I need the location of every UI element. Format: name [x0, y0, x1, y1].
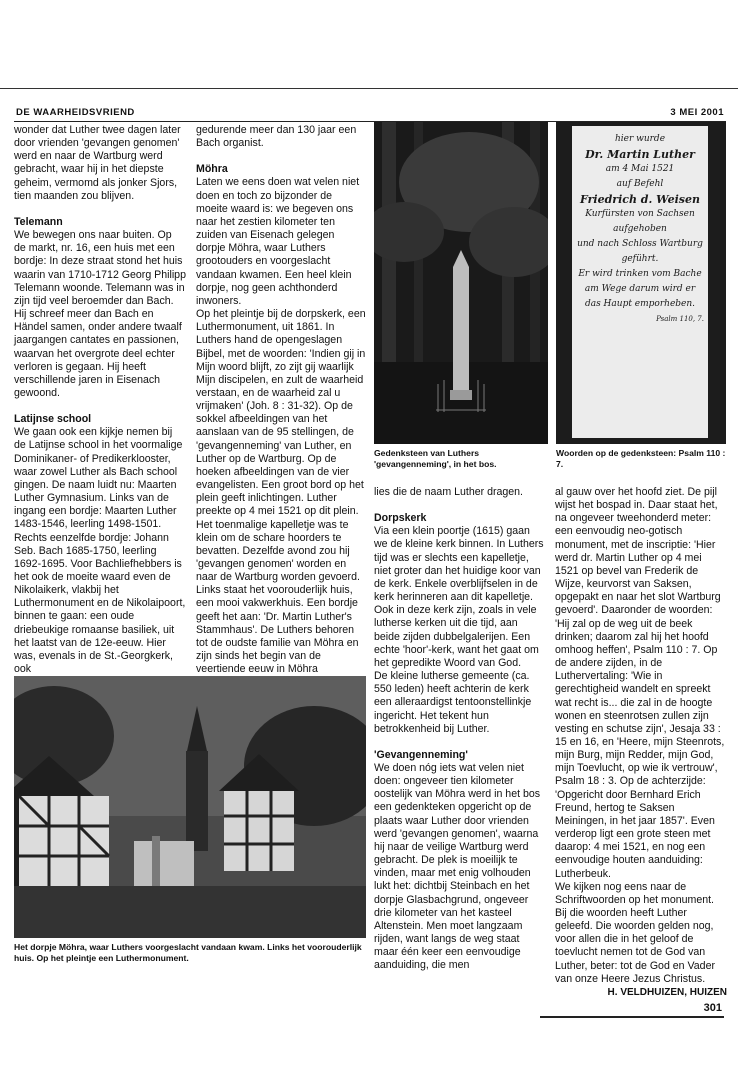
page-rule: [540, 1016, 724, 1018]
section-heading: Dorpskerk: [374, 512, 427, 525]
inscription-line: geführt.: [621, 254, 659, 264]
section-heading: Möhra: [196, 163, 228, 176]
paragraph: We bewegen ons naar buiten. Op de markt, nr. 16, een huis met een bordje: In deze straat stond het huis waarin van 1710-1712 Georg Philipp Telemann woonde. Telemann was in zijn tijd veel beroemder dan Bach. Hij schreef meer dan Bach en Händel samen, onder andere twaalf jaargangen cantates en passionen, waarvan het overgrote deel echter verloren is gegaan. Hij heeft verschillende jaren in Eisenach gewoond.: [14, 229, 186, 399]
inscription-line: Friedrich d. Weisen: [580, 193, 700, 206]
inscription-line: Kurfürsten von Sachsen: [585, 209, 695, 219]
inscription-line: Dr. Martin Luther: [585, 148, 695, 161]
issue-date: 3 MEI 2001: [670, 107, 724, 118]
inscription-line: am Wege darum wird er: [584, 284, 696, 294]
article-column-1: [14, 124, 186, 676]
section-heading: Latijnse school: [14, 413, 92, 426]
paragraph: Laten we eens doen wat velen niet doen en toch zo bijzonder de moeite waard is: we begeven ons naar het zestien kilometer ten zuiden van Eisenach gelegen dorpje Möhra, waar Luthers grootouders en voorgeslacht vandaan kwamen. Een heel klein dorpje, nog geen achthonderd inwoners.: [196, 176, 360, 307]
forest-photo-caption: Gedenksteen van Luthers 'gevangenneming', in het bos.: [374, 448, 497, 469]
inscription-stone-photo: [556, 122, 726, 444]
publication-name: DE WAARHEIDSVRIEND: [16, 107, 135, 118]
paragraph: Ook in deze kerk zijn, zoals in vele lutherse kerken uit die tijd, aan beide zijden dubbelgalerijen. Een echte 'hoor'-kerk, want het gaat om het gepredikte Woord van God.: [374, 604, 539, 669]
section-heading: 'Gevangenneming': [374, 748, 468, 761]
section-heading: Telemann: [14, 215, 63, 228]
top-rule: [0, 88, 738, 89]
article-column-3: [374, 486, 546, 972]
inscription-line: aufgehoben: [613, 224, 667, 234]
inscription-line: am 4 Mai 1521: [605, 164, 675, 174]
inscription-line: und nach Schloss Wartburg: [577, 239, 703, 249]
paragraph: Via een klein poortje (1615) gaan we de kleine kerk binnen. In Luthers tijd was er slechts een kapelletje, niet groter dan het huidige koor van de kerk. Enkele overblijfselen in de kerk herinneren aan dit kapelletje.: [374, 525, 544, 604]
author-signature: H. VELDHUIZEN, HUIZEN: [607, 986, 727, 998]
paragraph: gedurende meer dan 130 jaar een Bach organist.: [196, 124, 357, 150]
forest-monument-photo: [374, 122, 548, 444]
paragraph: We doen nóg iets wat velen niet doen: ongeveer tien kilometer oostelijk van Möhra werd in het bos een gedenkteken opgericht op de plaats waar Luther door vrienden werd 'gevangen genomen', waarna hij naar de veilige Wartburg werd gebracht. De plek is moeilijk te vinden, maar met enig volhouden lukt het: dichtbij Steinbach en het dorpje Glasbachgrund, ongeveer drie kilometer van het kasteel Altenstein. Men moet langzaam rijden, want langs de weg staat maar één keer een eenvoudige aanduiding, die men: [374, 761, 541, 972]
inscription-line: Er wird trinken vom Bache: [578, 269, 702, 279]
paragraph: wonder dat Luther twee dagen later door vrienden 'gevangen genomen' werd en naar de Wartburg werd gebracht, waar hij in het diepste geheim, vermomd als jonker Sjors, tien maanden zou blijven.: [14, 124, 181, 202]
masthead: [14, 104, 726, 122]
village-photo-caption: Het dorpje Möhra, waar Luthers voorgeslacht vandaan kwam. Links het voorouderlijk huis. Op het pleintje een Luthermonument.: [14, 942, 362, 963]
paragraph: De kleine lutherse gemeente (ca. 550 leden) heeft achterin de kerk een alleraardigst tentoonstellinkje ingericht. Het tekent hun betrokkenheid bij Luther.: [374, 670, 532, 735]
inscription-line: Psalm 110, 7.: [656, 315, 704, 323]
paragraph: We gaan ook een kijkje nemen bij de Latijnse school in het voormalige Dominikaner- of Predikerklooster, waar zowel Luther als Bach school gingen. De naam luidt nu: Maarten Luther Gymnasium. Links van de ingang een bordje: Maarten Luther 1483-1546, leerling 1498-1501. Rechts eenzelfde bordje: Johann Seb. Bach 1685-1750, leerling 1692-1695. Voor Bachliefhebbers is het ook de moeite waard even de Nikolaikerk, vlakbij het Luthermonument en de Nikolaipoort, binnen te gaan: een oude driebeukige romaanse basiliek, uit het laatst van de 12e-eeuw. Hier was, evenals in de St.-Georgkerk, ook: [14, 426, 186, 676]
inscription-line: hier wurde: [614, 134, 666, 144]
article-column-4: [555, 486, 727, 999]
paragraph: lies die de naam Luther dragen.: [374, 486, 524, 498]
paragraph: Op het pleintje bij de dorpskerk, een Luthermonument, uit 1861. In Luthers hand de opengeslagen Bijbel, met de woorden: 'Indien gij in Mijn woord blijft, zo zijt gij waarlijk Mijn discipelen, en zult de waarheid verstaan, en de waarheid zal u vrijmaken' (Joh. 8 : 31-32). Op de sokkel afbeeldingen van het aanslaan van de 95 stellingen, de 'gevangenneming' van Luther, en Luther op de Wartburg. Op de hoeken afbeeldingen van de vier evangelisten. Een groot bord op het plein geeft inlichtingen. Luther preekte op 4 mei 1521 op dit plein. Het toenmalige kapelletje was te klein om de schare hoorders te bevatten. Dezelfde avond zou hij 'gevangen genomen' worden en naar de Wartburg worden gevoerd. Links staat het voorouderlijk huis, een mooi vakwerkhuis. Een bordje geeft het aan: 'Dr. Martin Luther's Stammhaus'. De Luthers behoren tot de oudste familie van Möhra en zijn sinds het begin van de veertiende eeuw in Möhra: [196, 308, 366, 676]
paragraph: We kijken nog eens naar de Schriftwoorden op het monument. Bij die woorden heeft Luther geleefd. Die woorden gelden nog, voor allen die in het geloof de toevlucht nemen tot de God van Luther, beter: tot de God en Vader van onze Heere Jezus Christus.: [555, 880, 715, 985]
paragraph: al gauw over het hoofd ziet. De pijl wijst het bospad in. Daar staat het, na ongeveer tweehonderd meter: een eenvoudig neo-gotisch monument, met de inscriptie: 'Hier werd dr. Martin Luther op 4 mei 1521 op bevel van Frederik de Wijze, keurvorst van Saksen, opgepakt en naar het slot Wartburg gevoerd'. Daaronder de woorden: 'Hij zal op de weg uit de beek drinken; daarom zal hij het hoofd omhoog heffen', Psalm 110 : 7. Op de andere zijden, in de Luthervertaling: 'Wie in gerechtigheid wandelt en spreekt wat recht is... die zal in de hoogte wonen en steenrotsen zullen zijn vesting en schutse zijn', Jesaja 33 : 15 en 16, en 'Heere, mijn Steenrots, mijn Burg, mijn Redder, mijn God, mijn Toevlucht, op wie ik vertrouw', Psalm 18 : 3. Op de achterzijde: 'Opgericht door Bernhard Erich Freund, hertog te Saksen Meiningen, in het jaar 1857'. Even verderop ligt een grote steen met daarop: 4 mei 1521, en nog een eenvoudige houten aanduiding: Lutherbeuk.: [555, 486, 725, 880]
page-number: 301: [703, 1002, 722, 1014]
inscription-line: auf Befehl: [616, 179, 664, 189]
stone-inscription: [576, 132, 704, 327]
article-column-2: [196, 124, 366, 703]
inscription-photo-caption: Woorden op de gedenksteen: Psalm 110 : 7.: [556, 448, 726, 469]
village-mohra-photo: [14, 676, 366, 938]
inscription-line: das Haupt emporheben.: [584, 299, 696, 309]
